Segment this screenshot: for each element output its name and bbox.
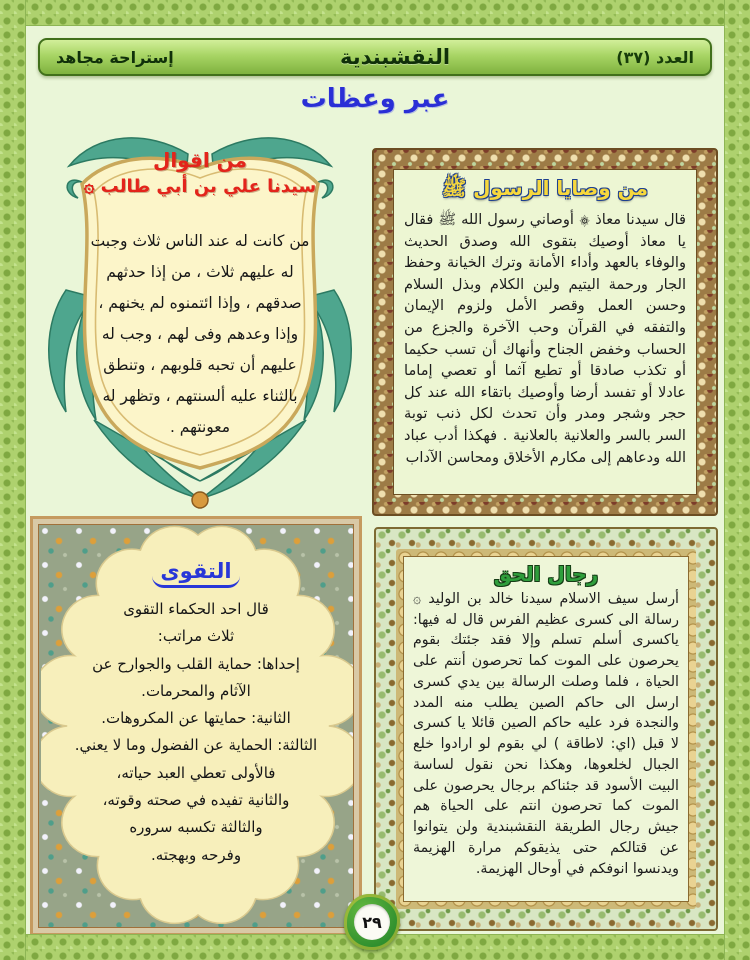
page-border-right	[724, 0, 750, 960]
panel-ali-quotes	[36, 122, 364, 518]
taqwa-line: والثالثة تكسبه سروره	[129, 818, 263, 837]
magazine-title: النقشبندية	[340, 45, 451, 69]
prophet-panel-title: من وصايا الرسول ﷺ	[441, 176, 649, 200]
page-number: ٢٩	[354, 904, 390, 940]
taqwa-line: الآثام والمحرمات.	[141, 681, 251, 700]
page-heading: عبر وعظات	[300, 84, 450, 114]
taqwa-line: الثالثة: الحماية عن الفضول وما لا يعني.	[74, 736, 318, 755]
panel-prophet-wills	[372, 148, 718, 516]
issue-number: العدد (٣٧)	[616, 47, 694, 67]
taqwa-line: إحداها: حماية القلب والجوارح عن	[92, 654, 300, 673]
ali-title-line2: سيدنا علي بن أبي طالب ۞	[83, 176, 317, 197]
ali-title-line1: من اقوال	[152, 148, 248, 172]
panel-men-of-truth	[374, 527, 718, 931]
taqwa-text-block	[73, 559, 319, 887]
page-number-badge	[344, 894, 400, 950]
ali-panel-title	[36, 148, 364, 197]
taqwa-line: فالأولى تعطي العبد حياته،	[116, 763, 276, 782]
men-panel-body: أرسل سيف الاسلام سيدنا خالد بن الوليد ۞ رسالة الى كسرى عظيم الفرس قال له فيها: ياكسرى أسلم تسلم وإلا فقد جئتك بقوم يحرصون على الموت كما تحرصون أنتم على الحياة ، فلما وصلت الرسالة بين يدي كسرى ارسل الى حاكم الصين يطلب منه المدد والنجدة فرد عليه حاكم الصين قائلا يا كسرى لا قبل (اي: لاطاقة ) لي بقوم لو ارادوا خلع الجبال لخلعوها، وهكذا نحن نقول لساسة البيت الأسود قد جئناكم برجال يحرصون على الموت كما تحرصون انتم على الحياة هم جيش رجال الطريقة النقشبندية ولن يتوانوا عن قتالكم حتى يذيقوكم مرارة الهزيمة ويدنسوا انوفكم في أوحال الهزيمة.	[413, 591, 679, 877]
prophet-panel-body: قال سيدنا معاذ ۞ أوصاني رسول الله ﷺ فقال يا معاذ أوصيك بتقوى الله وصدق الحديث والوفاء بالعهد وأداء الأمانة وترك الخيانة وحفظ الجار ورحمة اليتيم ولين الكلام وبذل السلام وحسن العمل وقصر الأمل ولزوم الإيمان والتفقه في القرآن وحب الآخرة والجزع من الحساب وخفض الجناح وأنهاك أن تسب حكيما أو تكذب صادقا أو تطيع آثما أو تعصي إماما عادلا أو تفسد أرضا وأوصيك باتقاء الله عند كل حجر وشجر ومدر وأن تحدث لكل ذنب توبة السر بالسر والعلانية بالعلانية . فهكذا أدب عباد الله ودعاهم إلى مكارم الأخلاق ومحاسن الآداب	[404, 211, 686, 466]
ali-panel-body: من كانت له عند الناس ثلاث وجبت له عليهم ثلاث ، من إذا حدثهم صدقهم ، وإذا ائتمنوه لم يخنهم ، وإذا وعدهم وفى لهم ، وجب له عليهم أن تحبه قلوبهم ، وتنطق بالثناء عليه ألسنتهم ، وتظهر له معونتهم .	[90, 232, 310, 436]
men-panel-scallop-border	[396, 549, 696, 909]
men-panel-inner	[403, 556, 689, 902]
taqwa-floral-field	[38, 524, 354, 928]
taqwa-line: قال احد الحكماء التقوى	[123, 600, 269, 618]
prophet-panel-inner	[393, 169, 697, 495]
taqwa-lines	[73, 596, 319, 869]
page-border-top	[0, 0, 750, 26]
header-bar	[38, 38, 712, 76]
page-border-left	[0, 0, 26, 960]
men-panel-title: رجال الحق	[493, 562, 599, 586]
section-label: إستراحة مجاهد	[56, 47, 174, 67]
taqwa-line: وفرحه وبهجته.	[150, 845, 242, 864]
taqwa-line: ثلاث مراتب:	[157, 627, 235, 646]
taqwa-title: التقوى	[152, 559, 239, 588]
taqwa-line: والثانية تفيده في صحته وقوته،	[102, 791, 290, 810]
taqwa-line: الثانية: حمايتها عن المكروهات.	[101, 709, 291, 728]
panel-taqwa	[30, 516, 362, 936]
